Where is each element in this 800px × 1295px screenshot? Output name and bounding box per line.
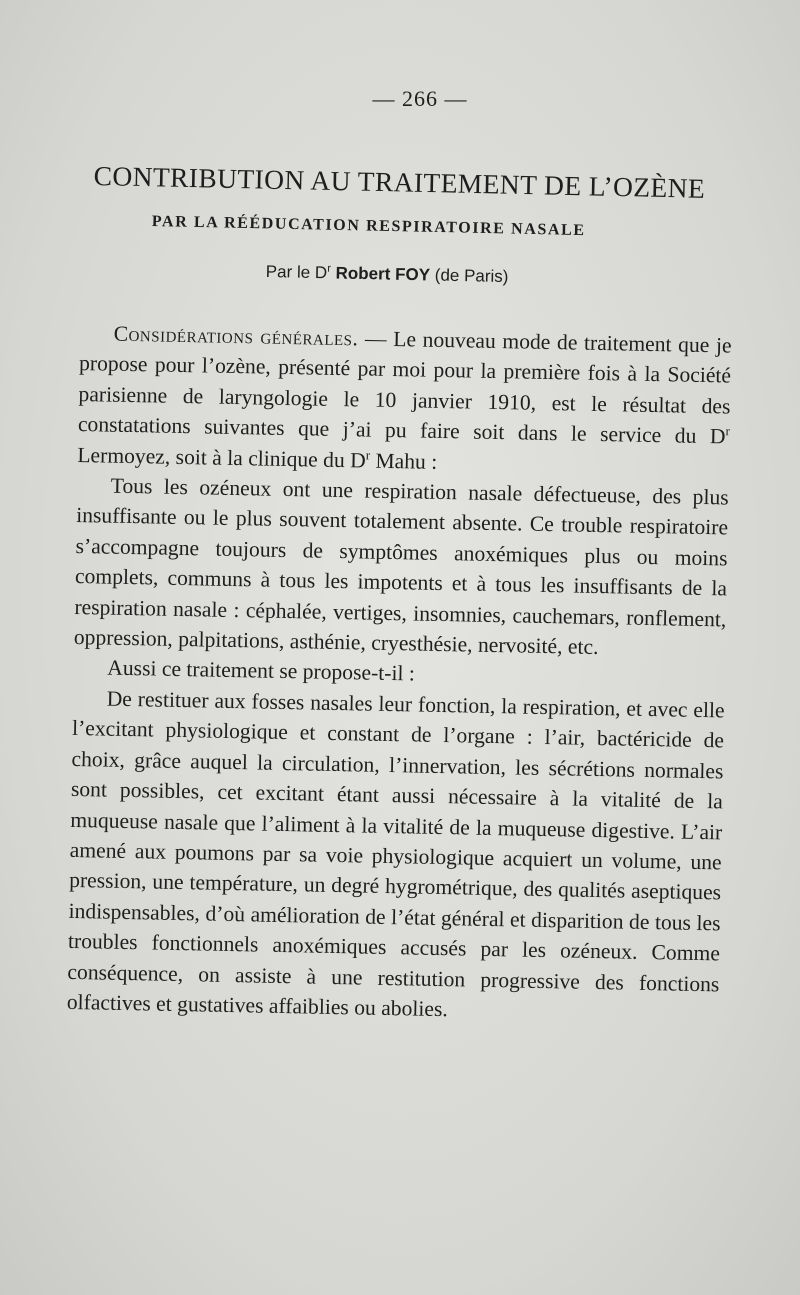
page-number: — 266 — <box>372 86 468 111</box>
paragraph-2: Tous les ozéneux ont une respiration nasale défectueuse, des plus insuffisante ou le plus souvent totalement absente. Ce trouble respiratoire s’accompagne toujours de symptômes anoxémiques plus ou moins complets, communs à tous les impotents et à tous les insuffisants de la respiration nasale : céphalée, vertiges, insomnies, cauchemars, ronflement, oppression, palpitations, asthénie, cryesthésie, nervosité, etc. <box>73 473 729 660</box>
paragraph-4: De restituer aux fosses nasales leur fonction, la respiration, et avec elle l’excitant physiologique et constant de l’organe : l’air, bactéricide de choix, grâce auquel la circulation, l’innervation, les sécrétions normales sont possibles, cet excitant étant aussi nécessaire à la vitalité de la muqueuse nasale que l’aliment à la vitalité de la muqueuse digestive. L’air amené aux poumons par sa voie physiologique acquiert un volume, une pression, une température, un degré hygrométrique, des qualités aseptiques indispensables, d’où amélioration de l’état général et disparition de tous les troubles fonctionnels anoxémiques accusés par les ozéneux. Comme conséquence, on assiste à une restitution progressive des fonctions olfactives et gustatives affaiblies ou abolies. <box>66 686 725 1022</box>
article-subtitle: PAR LA RÉÉDUCATION RESPIRATOIRE NASALE <box>151 213 586 240</box>
paragraph-1-text-a: — Le nouveau mode de traitement que je propose pour l’ozène, présenté par moi pour la première fois à la Société parisienne de laryngologie le 10 janvier 1910, est le résultat des constatations suivantes que j’ai pu faire soit dans le service du D <box>77 326 732 449</box>
byline <box>266 262 509 287</box>
paragraph-3: Aussi ce traitement se propose-t-il : <box>107 656 416 686</box>
article-body <box>67 318 732 1030</box>
paragraph-1-sup-b: r <box>365 446 371 463</box>
paragraph-1-sup-a: r <box>725 423 731 439</box>
paragraph-1 <box>77 318 732 483</box>
author-name: Robert FOY <box>335 263 431 285</box>
section-heading: Considérations générales. <box>113 321 359 351</box>
byline-prefix-sup: r <box>327 262 332 275</box>
article-title: CONTRIBUTION AU TRAITEMENT DE L’OZÈNE <box>93 160 706 204</box>
byline-prefix: Par le D <box>265 262 328 283</box>
paragraph-1-text-c: Mahu : <box>369 448 438 474</box>
byline-suffix: (de Paris) <box>434 265 509 287</box>
paragraph-1-text-b: Lermoyez, soit à la clinique du D <box>77 442 366 473</box>
